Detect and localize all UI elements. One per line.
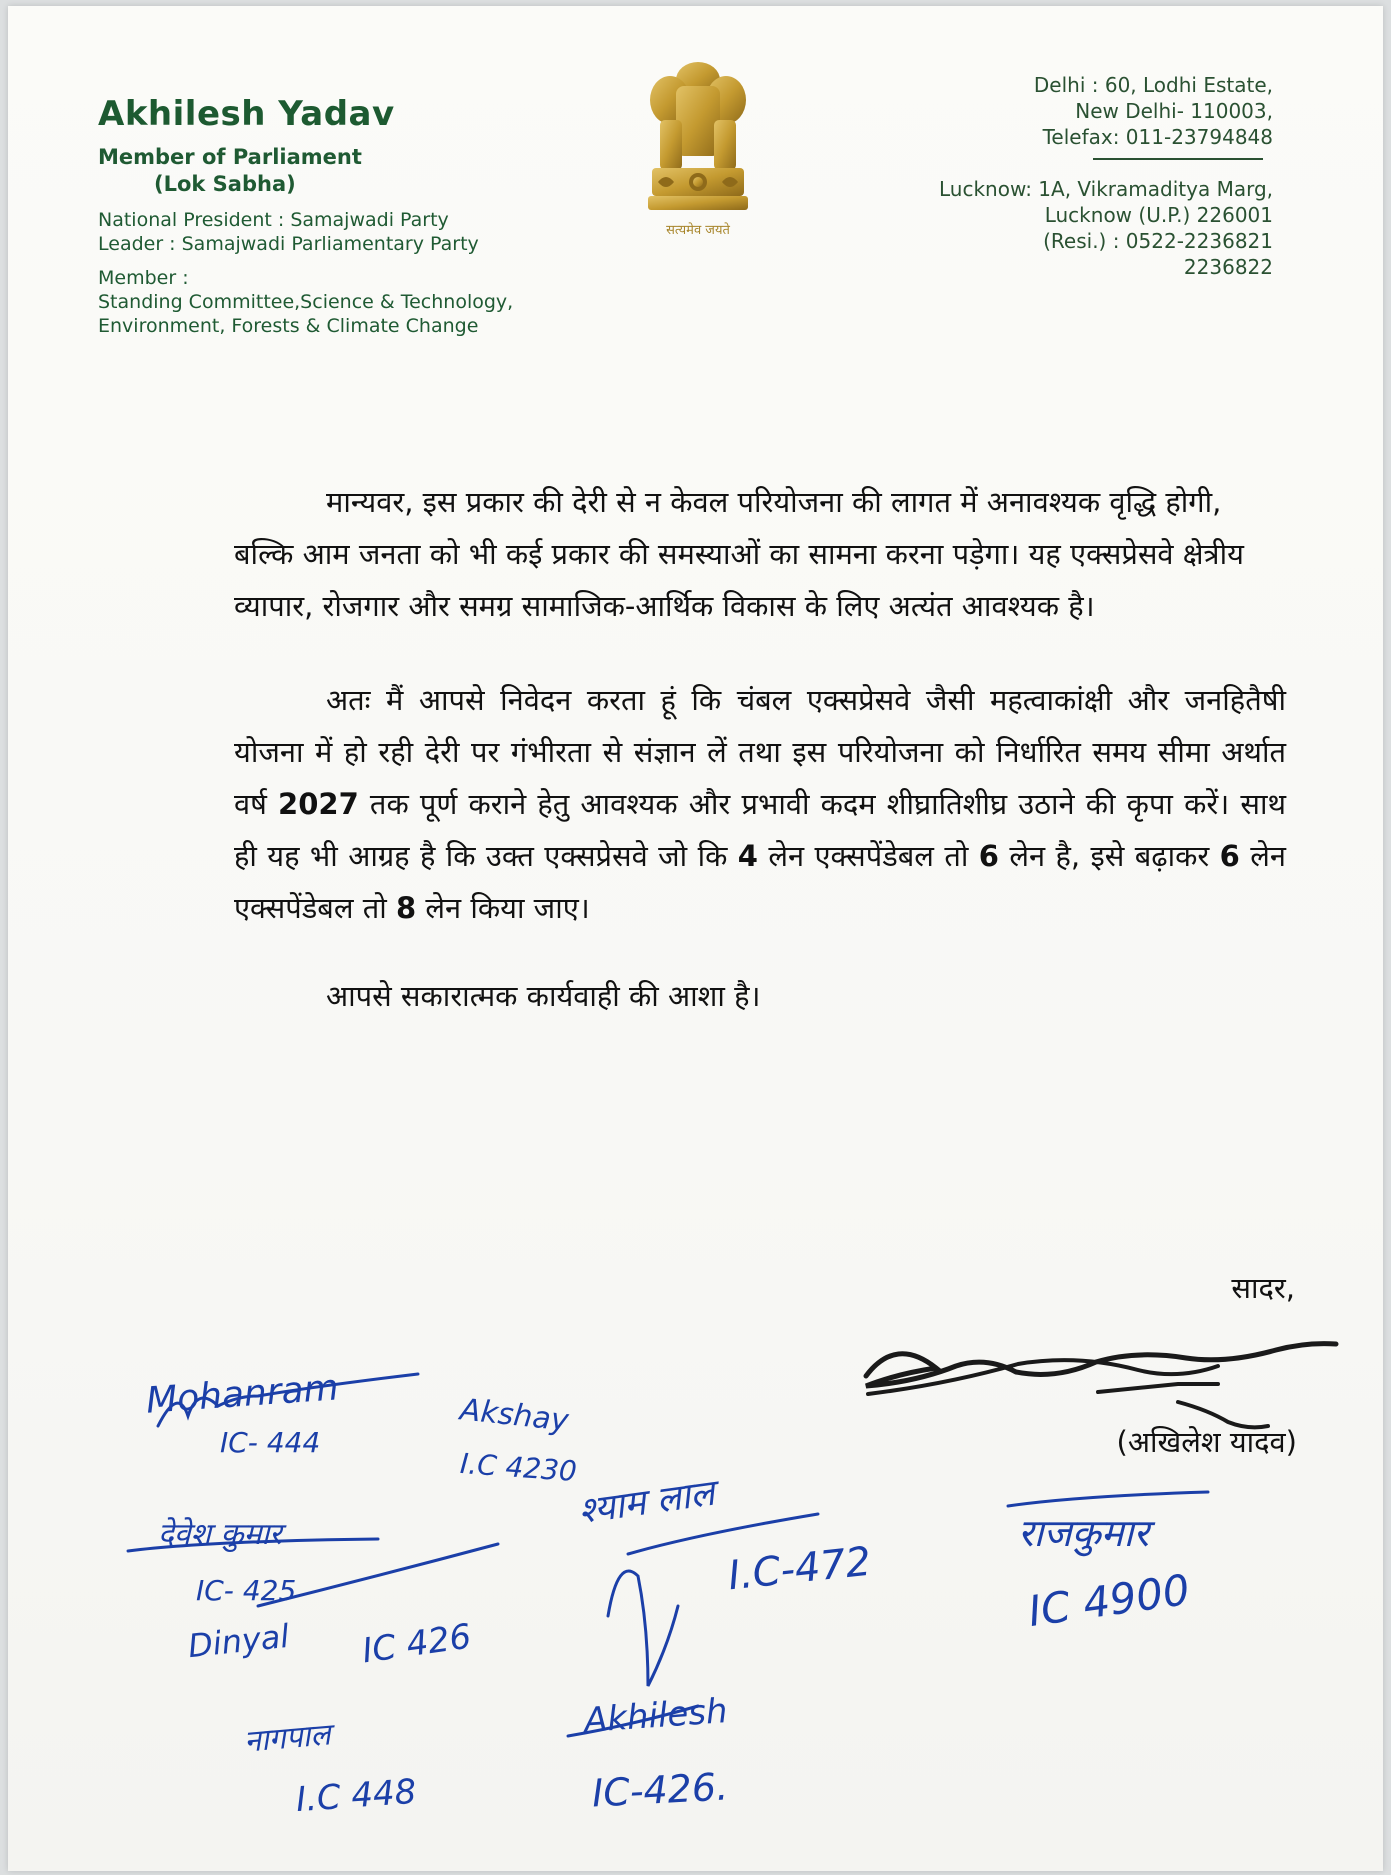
year-value: 2027: [278, 787, 359, 821]
delhi-line-2: New Delhi- 110003,: [1075, 99, 1273, 123]
endorsement-7-name: राजकुमार: [1018, 1511, 1149, 1555]
paragraph-2-text-b: तक पूर्ण कराने हेतु आवश्यक और प्रभावी कदम शीघ्रातिशीघ्र उठाने की कृपा करें। साथ ही यह भी आग्रह है कि उक्त एक्सप्रेसवे जो कि: [234, 787, 1286, 873]
party-line-2: Leader : Samajwadi Parliamentary Party: [98, 233, 479, 255]
paragraph-2-text-c: लेन एक्सपेंडेबल तो: [757, 839, 979, 873]
member-line-3: Environment, Forests & Climate Change: [98, 315, 479, 337]
lane-count-2: 6: [978, 839, 999, 873]
lane-count-4: 8: [395, 891, 417, 925]
endorsement-3-name: देवेश कुमार: [158, 1517, 282, 1552]
delhi-line-1: Delhi : 60, Lodhi Estate,: [1033, 73, 1273, 97]
endorsement-2-id: I.C 4230: [458, 1446, 578, 1489]
paragraph-1: मान्यवर, इस प्रकार की देरी से न केवल परियोजना की लागत में अनावश्यक वृद्धि होगी, बल्कि आम जनता को भी कई प्रकार की समस्याओं का सामना करना पड़ेगा। यह एक्सप्रेसवे क्षेत्रीय व्यापार, रोजगार और समग्र सामाजिक-आर्थिक विकास के लिए अत्यंत आवश्यक है।: [234, 485, 1244, 623]
letter-page: [8, 6, 1383, 1871]
lucknow-line-2: Lucknow (U.P.) 226001: [1044, 203, 1273, 227]
endorsement-5-id: I.C 448: [294, 1771, 418, 1821]
delhi-line-3: Telefax: 011-23794848: [1042, 125, 1273, 149]
party-line-1: National President : Samajwadi Party: [98, 209, 449, 231]
closing-salutation: सादर,: [1231, 1271, 1295, 1305]
endorsement-4-name: Dinyal: [186, 1616, 291, 1666]
paragraph-2-text-d: लेन है, इसे बढ़ाकर: [998, 839, 1220, 873]
lucknow-line-4: 2236822: [1183, 255, 1273, 279]
lucknow-line-1: Lucknow: 1A, Vikramaditya Marg,: [938, 177, 1273, 201]
endorsement-4-id: IC 426: [359, 1616, 474, 1672]
endorsement-7-id: IC 4900: [1025, 1564, 1193, 1637]
signatory-name: (अखिलेश यादव): [1116, 1425, 1297, 1459]
lane-count-1: 4: [737, 839, 758, 873]
paragraph-2-text-e: लेन एक्सपेंडेबल तो: [234, 839, 1286, 925]
endorsement-5-name: नागपाल: [242, 1717, 333, 1760]
endorsement-8-name: Akhilesh: [582, 1691, 729, 1741]
sender-name: Akhilesh Yadav: [98, 94, 395, 134]
paragraph-2-text-a: अतः मैं आपसे निवेदन करता हूं कि चंबल एक्सप्रेसवे जैसी महत्वाकांक्षी और जनहितैषी योजना में हो रही देरी पर गंभीरता से संज्ञान लें तथा इस परियोजना को निर्धारित समय सीमा अर्थात वर्ष: [234, 683, 1286, 821]
endorsement-6-id: I.C-472: [725, 1538, 874, 1600]
member-line-2: Standing Committee,Science & Technology,: [98, 291, 514, 313]
endorsement-1-id: IC- 444: [220, 1426, 321, 1459]
lucknow-line-3: (Resi.) : 0522-2236821: [1043, 229, 1273, 253]
role-line-2: (Lok Sabha): [154, 172, 296, 196]
paragraph-3: आपसे सकारात्मक कार्यवाही की आशा है।: [326, 979, 761, 1013]
paragraph-2-text-f: लेन किया जाए।: [416, 891, 590, 925]
emblem-motto: सत्यमेव जयते: [666, 223, 730, 238]
lane-count-3: 6: [1219, 839, 1240, 873]
endorsement-3-id: IC- 425: [196, 1574, 297, 1607]
endorsement-1-name: Mohanram: [144, 1367, 340, 1422]
endorsement-2-name: Akshay: [458, 1392, 571, 1439]
endorsement-6-name: श्याम लाल: [576, 1472, 718, 1533]
role-line-1: Member of Parliament: [98, 145, 362, 169]
member-line-1: Member :: [98, 267, 189, 289]
endorsement-8-id: IC-426.: [590, 1764, 730, 1816]
